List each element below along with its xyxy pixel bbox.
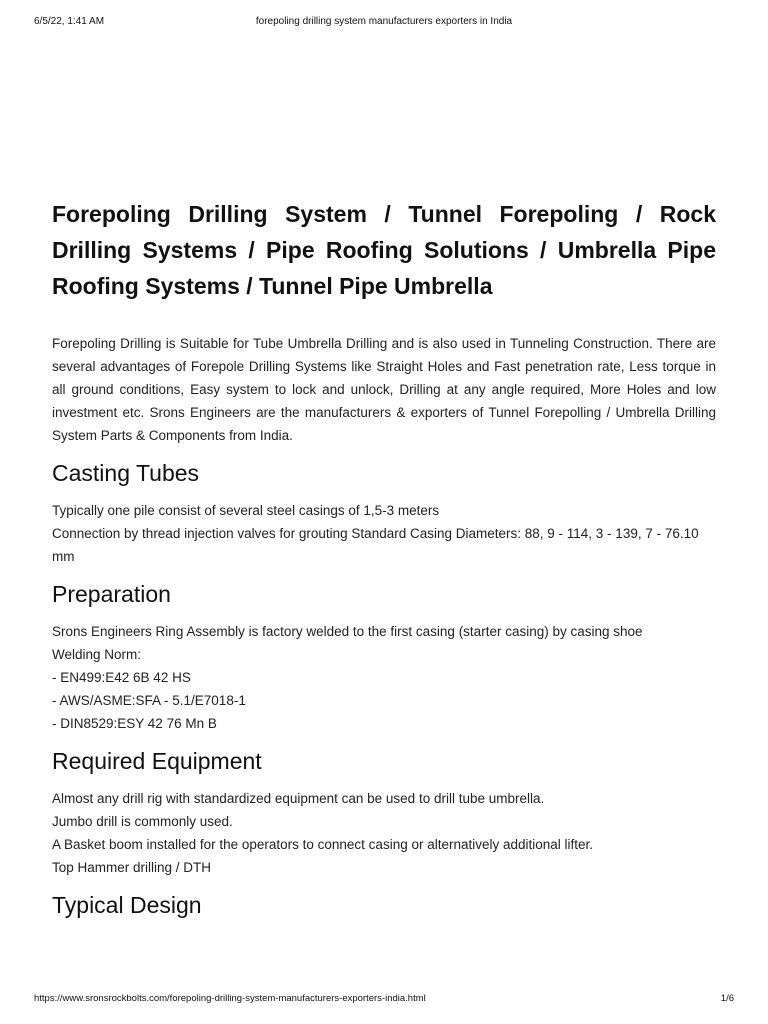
section-line: Srons Engineers Ring Assembly is factory welded to the first casing (starter casing) by casing shoe (52, 624, 643, 639)
section-line: Typically one pile consist of several steel casings of 1,5-3 meters (52, 503, 440, 518)
article-title: Forepoling Drilling System / Tunnel Forepoling / Rock Drilling Systems / Pipe Roofing Solutions / Umbrella Pipe Roofing Systems / Tunnel Pipe Umbrella (52, 201, 716, 299)
section-line: Connection by thread injection valves for grouting Standard Casing Diameters: 88, 9 - 114, 3 - 139, 7 - 76.10 mm (52, 526, 699, 564)
print-header (34, 16, 734, 30)
section-line: - AWS/ASME:SFA - 5.1/E7018-1 (52, 693, 246, 708)
print-date: 6/5/22, 1:41 AM (34, 16, 105, 27)
section-line: - DIN8529:ESY 42 76 Mn B (52, 716, 217, 731)
section-body-preparation (52, 620, 716, 735)
section-body-required-equipment (52, 787, 716, 879)
section-line: Top Hammer drilling / DTH (52, 860, 212, 875)
section-line: Welding Norm: (52, 647, 142, 662)
section-body-casting-tubes (52, 499, 716, 568)
section-line: Jumbo drill is commonly used. (52, 814, 233, 829)
section-line: - EN499:E42 6B 42 HS (52, 670, 191, 685)
section-heading-typical-design: Typical Design (52, 892, 202, 918)
section-heading-preparation: Preparation (52, 581, 171, 607)
section-heading-casting-tubes: Casting Tubes (52, 460, 200, 486)
print-document-title: forepoling drilling system manufacturers exporters in India (255, 16, 513, 27)
section-line: Almost any drill rig with standardized equipment can be used to drill tube umbrella. (52, 791, 545, 806)
section-heading-required-equipment: Required Equipment (52, 748, 262, 774)
page-number: 1/6 (720, 993, 734, 1004)
intro-paragraph: Forepoling Drilling is Suitable for Tube Umbrella Drilling and is also used in Tunneling Construction. There are several advantages of Forepole Drilling Systems like Straight Holes and Fast penetration rate, Less torque in all ground conditions, Easy system to lock and unlock, Drilling at any angle required, More Holes and low investment etc. Srons Engineers are the manufacturers & exporters of Tunnel Forepolling / Umbrella Drilling System Parts & Components from India. (52, 336, 716, 443)
section-line: A Basket boom installed for the operators to connect casing or alternatively additional lifter. (52, 837, 594, 852)
article (52, 196, 716, 923)
print-footer (34, 993, 734, 1007)
page-url: https://www.sronsrockbolts.com/forepoling-drilling-system-manufacturers-exporters-india.html (34, 993, 426, 1004)
